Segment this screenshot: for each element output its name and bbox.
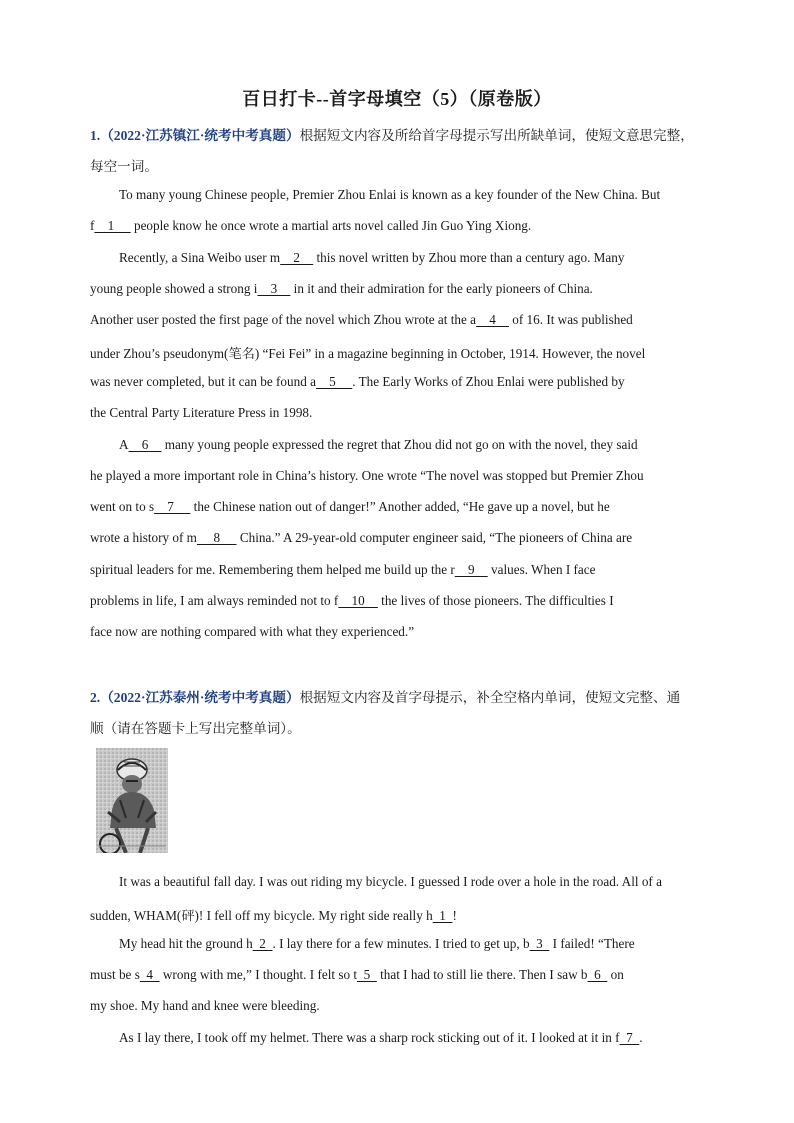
passage-text: I failed! “There: [549, 936, 635, 951]
passage-text: .: [639, 1030, 643, 1045]
passage-text: under Zhou’s pseudonym(笔名) “Fei Fei” in a magazine beginning in October, 1914. However, the novel: [90, 346, 646, 361]
passage-text: many young people expressed the regret that Zhou did not go on with the novel, they said: [161, 437, 638, 452]
passage-text: Another user posted the first page of the novel which Zhou wrote at the a: [90, 312, 476, 327]
passage-line: [90, 967, 624, 983]
q1-instruction-cont: 每空一词。: [90, 159, 158, 174]
passage-line: [90, 343, 645, 362]
answer-blank[interactable]: 3: [257, 281, 291, 296]
passage-text: As I lay there, I took off my helmet. There was a sharp rock sticking out of it. I looked at it in f: [119, 1030, 620, 1045]
passage-text: !: [452, 908, 457, 923]
passage-text: To many young Chinese people, Premier Zhou Enlai is known as a key founder of the New China. But: [119, 187, 661, 202]
q2-header: [90, 686, 680, 706]
q1-instruction: 根据短文内容及所给首字母提示写出所缺单词，使短文意思完整，: [299, 128, 694, 143]
passage-text: f: [90, 218, 95, 233]
answer-blank[interactable]: 9: [454, 562, 488, 577]
passage-text: the lives of those pioneers. The difficulties I: [377, 593, 614, 608]
passage-line: [119, 1030, 643, 1046]
passage-text: problems in life, I am always reminded not to f: [90, 593, 339, 608]
answer-blank[interactable]: 1: [94, 218, 131, 233]
passage-line: [90, 312, 633, 328]
passage-line: [90, 405, 312, 421]
answer-blank[interactable]: 2: [252, 936, 273, 951]
q2-instruction-cont: 顺（请在答题卡上写出完整单词）。: [90, 721, 301, 736]
passage-text: people know he once wrote a martial arts novel called Jin Guo Ying Xiong.: [130, 218, 532, 233]
answer-blank[interactable]: 8: [196, 530, 237, 545]
q1-source: （2022·江苏镇江·统考中考真题）: [100, 128, 300, 143]
q1-number: 1.: [90, 128, 101, 143]
q2-number: 2.: [90, 690, 101, 705]
answer-blank[interactable]: 6: [128, 437, 162, 452]
passage-line: [90, 905, 457, 924]
passage-line: [90, 281, 593, 297]
passage-text: the Central Party Literature Press in 1998.: [90, 405, 313, 420]
passage-text: China.” A 29-year-old computer engineer said, “The pioneers of China are: [236, 530, 633, 545]
answer-blank[interactable]: 10: [338, 593, 378, 608]
answer-blank[interactable]: 2: [280, 250, 314, 265]
q2-source: （2022·江苏泰州·统考中考真题）: [100, 690, 300, 705]
passage-text: he played a more important role in China’s history. One wrote “The novel was stopped but Premier Zhou: [90, 468, 644, 483]
passage-line: [119, 874, 662, 890]
passage-line: [119, 936, 635, 952]
passage-text: . The Early Works of Zhou Enlai were published by: [352, 374, 625, 389]
passage-text: was never completed, but it can be found a: [90, 374, 316, 389]
passage-line: [90, 530, 632, 546]
answer-blank[interactable]: 5: [357, 967, 377, 982]
passage-text: wrote a history of m: [90, 530, 197, 545]
passage-text: in it and their admiration for the early pioneers of China.: [290, 281, 593, 296]
passage-line: [90, 218, 531, 234]
answer-blank[interactable]: 7: [619, 1030, 640, 1045]
passage-text: that I had to still lie there. Then I saw b: [376, 967, 588, 982]
answer-blank[interactable]: 7: [154, 499, 191, 514]
passage-line: [119, 437, 638, 453]
passage-text: It was a beautiful fall day. I was out riding my bicycle. I guessed I rode over a hole in the road. All of a: [119, 874, 662, 889]
passage-text: the Chinese nation out of danger!” Another added, “He gave up a novel, but he: [190, 499, 610, 514]
page-title: 百日打卡--首字母填空（5）（原卷版）: [242, 89, 552, 109]
passage-text: My head hit the ground h: [119, 936, 253, 951]
passage-text: Recently, a Sina Weibo user m: [119, 250, 281, 265]
answer-blank[interactable]: 4: [476, 312, 509, 327]
answer-blank[interactable]: 3: [529, 936, 550, 951]
passage-text: this novel written by Zhou more than a century ago. Many: [313, 250, 625, 265]
passage-text: must be s: [90, 967, 140, 982]
answer-blank[interactable]: 6: [587, 967, 608, 982]
passage-text: went on to s: [90, 499, 155, 514]
passage-text: A: [119, 437, 129, 452]
passage-text: my shoe. My hand and knee were bleeding.: [90, 998, 320, 1013]
passage-line: [119, 250, 624, 266]
q1-header: [90, 124, 694, 144]
passage-text: spiritual leaders for me. Remembering them helped me build up the r: [90, 562, 455, 577]
passage-text: wrong with me,” I thought. I felt so t: [159, 967, 358, 982]
passage-line: [90, 499, 610, 515]
passage-text: face now are nothing compared with what they experienced.”: [90, 624, 415, 639]
q2-instruction: 根据短文内容及首字母提示，补全空格内单词，使短文完整、通: [299, 690, 681, 705]
passage-line: [90, 998, 320, 1014]
passage-line: [90, 562, 596, 578]
passage-text: sudden, WHAM(砰)! I fell off my bicycle. My right side really h: [90, 908, 433, 923]
passage-text: . I lay there for a few minutes. I tried to get up, b: [272, 936, 530, 951]
passage-line: [90, 593, 614, 609]
answer-blank[interactable]: 5: [315, 374, 353, 389]
passage-line: [90, 624, 414, 640]
passage-text: young people showed a strong i: [90, 281, 258, 296]
cyclist-photo: [96, 748, 168, 853]
answer-blank[interactable]: 1: [432, 908, 453, 923]
passage-line: [119, 187, 660, 203]
passage-line: [90, 468, 644, 484]
answer-blank[interactable]: 4: [139, 967, 160, 982]
passage-text: on: [607, 967, 624, 982]
passage-text: of 16. It was published: [508, 312, 633, 327]
passage-text: values. When I face: [487, 562, 596, 577]
passage-line: [90, 374, 625, 390]
